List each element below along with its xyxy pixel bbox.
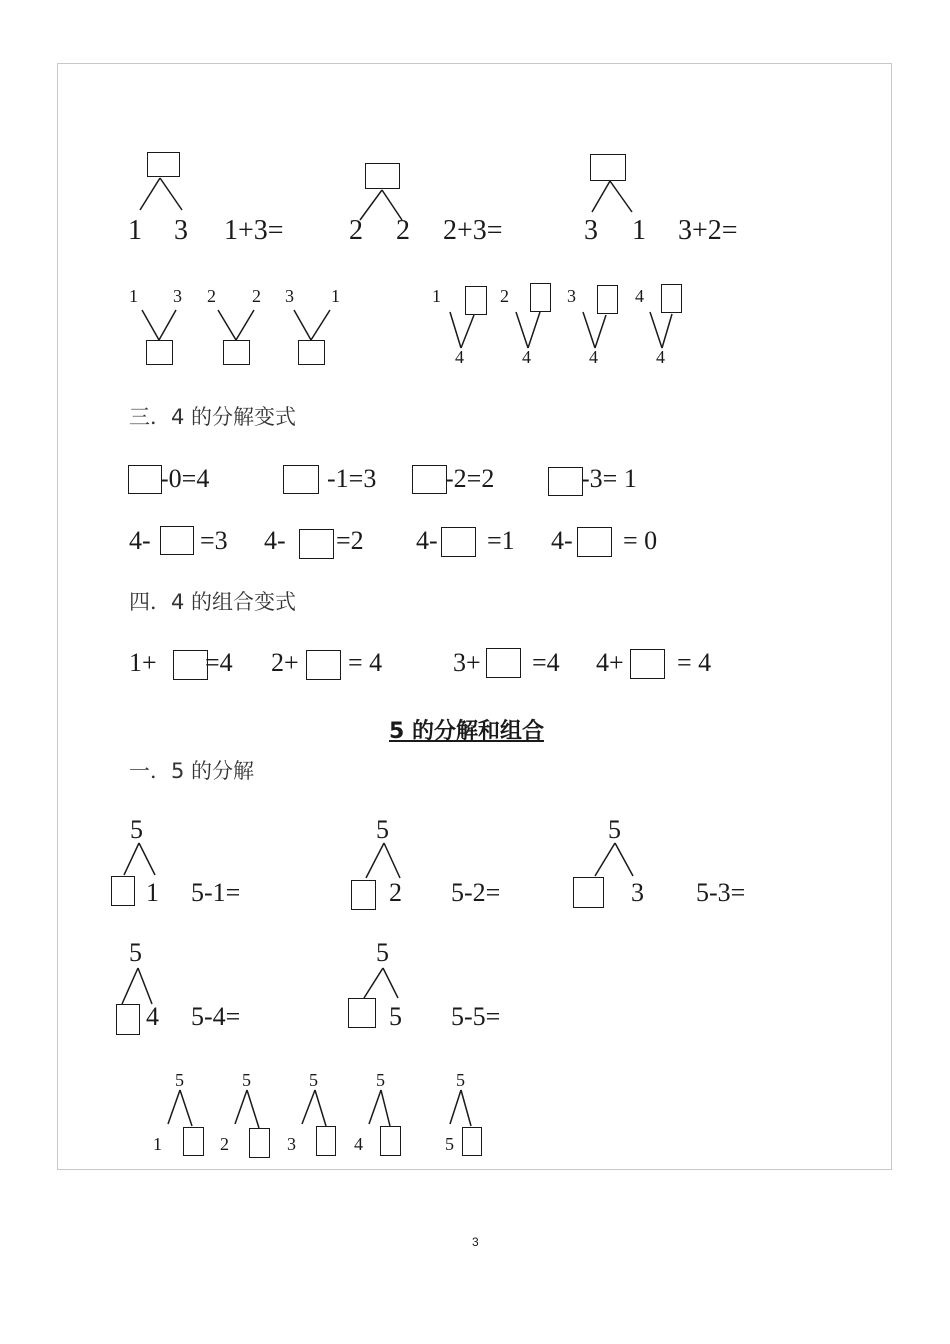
section-heading: 一．5 的分解: [129, 759, 255, 783]
answer-box[interactable]: [380, 1126, 401, 1156]
answer-box[interactable]: [365, 163, 400, 189]
answer-box[interactable]: [573, 877, 604, 908]
total: 4: [522, 347, 531, 367]
equation-suffix: =1: [487, 526, 515, 555]
addend: 2: [207, 286, 216, 306]
equation: 5-4=: [191, 1002, 241, 1031]
answer-box[interactable]: [223, 340, 250, 365]
addend: 1: [129, 286, 138, 306]
answer-box[interactable]: [590, 154, 626, 181]
answer-box[interactable]: [283, 465, 319, 494]
equation-prefix: 4+: [596, 648, 624, 677]
equation-suffix: = 4: [348, 648, 383, 677]
part-left: 2: [349, 215, 363, 246]
equation: 5-5=: [451, 1002, 501, 1031]
answer-box[interactable]: [412, 465, 447, 494]
tree-top: 5: [376, 1070, 385, 1090]
answer-box[interactable]: [351, 880, 376, 910]
part: 2: [500, 286, 509, 306]
page-title: 5 的分解和组合: [389, 719, 544, 744]
equation-suffix: =3: [200, 526, 228, 555]
part-right: 2: [396, 215, 410, 246]
equation-suffix: =2: [336, 526, 364, 555]
tree-right: 5: [389, 1002, 402, 1031]
answer-box[interactable]: [146, 340, 173, 365]
addend: 3: [173, 286, 182, 306]
tree-left: 4: [354, 1134, 363, 1154]
equation: -1=3: [327, 464, 377, 493]
answer-box[interactable]: [249, 1128, 270, 1158]
tree-top: 5: [309, 1070, 318, 1090]
answer-box[interactable]: [160, 526, 194, 555]
tree-top: 5: [242, 1070, 251, 1090]
answer-box[interactable]: [441, 527, 476, 557]
tree-top: 5: [608, 815, 621, 844]
page-number: 3: [472, 1235, 479, 1249]
answer-box[interactable]: [306, 650, 341, 680]
tree-top: 5: [456, 1070, 465, 1090]
addend: 3: [285, 286, 294, 306]
answer-box[interactable]: [298, 340, 325, 365]
equation-suffix: = 4: [677, 648, 712, 677]
equation-prefix: 3+: [453, 648, 481, 677]
part-left: 1: [128, 215, 142, 246]
tree-top: 5: [376, 938, 389, 967]
equation: -3= 1: [581, 464, 637, 493]
part-right: 1: [632, 215, 646, 246]
equation: 5-3=: [696, 878, 746, 907]
equation-prefix: 4-: [264, 526, 286, 555]
addend: 1: [331, 286, 340, 306]
equation: 2+3=: [443, 215, 503, 246]
equation-suffix: = 0: [623, 526, 658, 555]
equation: 5-1=: [191, 878, 241, 907]
answer-box[interactable]: [128, 465, 162, 494]
answer-box[interactable]: [173, 650, 208, 680]
equation-prefix: 4-: [416, 526, 438, 555]
equation-prefix: 2+: [271, 648, 299, 677]
part: 1: [432, 286, 441, 306]
equation: 1+3=: [224, 215, 284, 246]
answer-box[interactable]: [530, 283, 551, 312]
tree-top: 5: [376, 815, 389, 844]
part-left: 3: [584, 215, 598, 246]
tree-right: 3: [631, 878, 644, 907]
section-heading: 四．4 的组合变式: [129, 590, 297, 614]
answer-box[interactable]: [465, 286, 487, 315]
total: 4: [455, 347, 464, 367]
tree-left: 2: [220, 1134, 229, 1154]
answer-box[interactable]: [630, 649, 665, 679]
section-heading: 三．4 的分解变式: [129, 405, 297, 429]
answer-box[interactable]: [486, 648, 521, 678]
answer-box[interactable]: [597, 285, 618, 314]
part: 4: [635, 286, 644, 306]
tree-top: 5: [129, 938, 142, 967]
equation-prefix: 4-: [551, 526, 573, 555]
answer-box[interactable]: [661, 284, 682, 313]
answer-box[interactable]: [348, 998, 376, 1028]
tree-left: 5: [445, 1134, 454, 1154]
equation-prefix: 1+: [129, 648, 157, 677]
answer-box[interactable]: [147, 152, 180, 177]
answer-box[interactable]: [299, 529, 334, 559]
tree-right: 2: [389, 878, 402, 907]
answer-box[interactable]: [183, 1127, 204, 1156]
equation: -0=4: [160, 464, 210, 493]
addend: 2: [252, 286, 261, 306]
answer-box[interactable]: [111, 876, 135, 906]
equation: -2=2: [445, 464, 495, 493]
answer-box[interactable]: [316, 1126, 336, 1156]
tree-right: 1: [146, 878, 159, 907]
tree-left: 3: [287, 1134, 296, 1154]
part-right: 3: [174, 215, 188, 246]
answer-box[interactable]: [116, 1004, 140, 1035]
total: 4: [656, 347, 665, 367]
equation: 5-2=: [451, 878, 501, 907]
equation: 3+2=: [678, 215, 738, 246]
tree-left: 1: [153, 1134, 162, 1154]
tree-right: 4: [146, 1002, 159, 1031]
equation-prefix: 4-: [129, 526, 151, 555]
answer-box[interactable]: [577, 527, 612, 557]
equation-suffix: =4: [205, 648, 233, 677]
part: 3: [567, 286, 576, 306]
answer-box[interactable]: [548, 467, 583, 496]
total: 4: [589, 347, 598, 367]
equation-suffix: =4: [532, 648, 560, 677]
tree-top: 5: [130, 815, 143, 844]
tree-top: 5: [175, 1070, 184, 1090]
answer-box[interactable]: [462, 1127, 482, 1156]
